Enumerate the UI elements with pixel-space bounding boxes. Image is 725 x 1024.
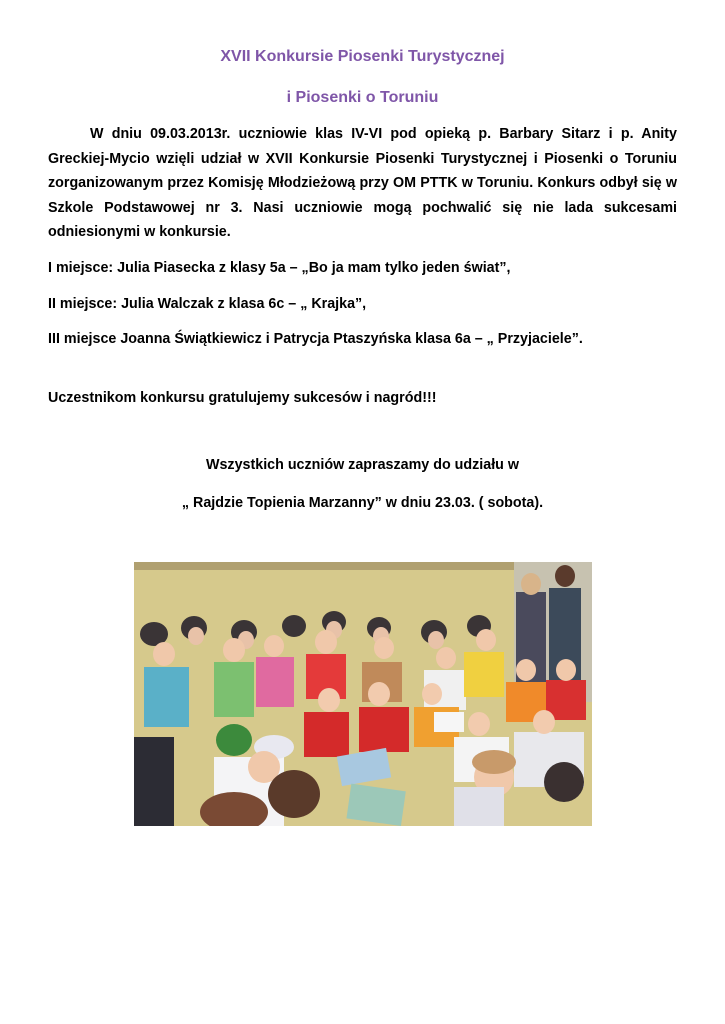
intro-paragraph: W dniu 09.03.2013r. uczniowie klas IV-VI pod opieką p. Barbary Sitarz i p. Anity Greckiej-Mycio wzięli udział w XVII Konkursie Piosenki Turystycznej i Piosenki o Toruniu zorganizowanym przez Komisję Młodzieżową przy OM PTTK w Toruniu. Konkurs odbył się w Szkole Podstawowej nr 3. Nasi uczniowie mogą pochwalić się nie lada sukcesami odniesionymi w konkursie. <box>48 126 677 241</box>
third-place-line: III miejsce Joanna Świątkiewicz i Patrycja Ptaszyńska klasa 6a – „ Przyjaciele”. <box>48 331 583 347</box>
invitation-line: Wszystkich uczniów zapraszamy do udziału w <box>205 457 519 473</box>
page-subtitle: i Piosenki o Toruniu <box>286 89 439 106</box>
event-photo <box>134 562 592 826</box>
event-line: „ Rajdzie Topienia Marzanny” w dniu 23.03. ( sobota). <box>181 495 544 511</box>
second-place-line: II miejsce: Julia Walczak z klasa 6c – „ Krajka”, <box>48 296 367 312</box>
congratulations-line: Uczestnikom konkursu gratulujemy sukcesów i nagród!!! <box>48 390 437 406</box>
first-place-line: I miejsce: Julia Piasecka z klasy 5a – „Bo ja mam tylko jeden świat”, <box>48 260 511 276</box>
page-title: XVII Konkursie Piosenki Turystycznej <box>220 48 505 65</box>
